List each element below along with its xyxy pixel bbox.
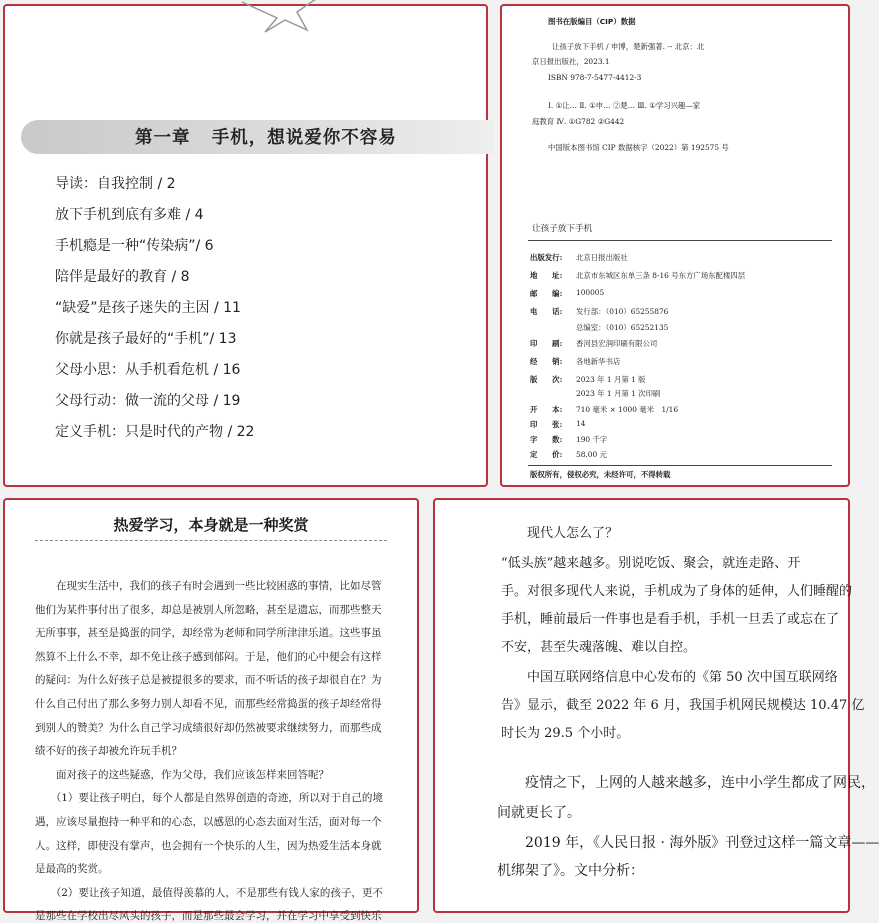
toc-item[interactable]: 你就是孩子最好的“手机”/ 13 (55, 331, 237, 347)
imprint-value: 190 千字 (576, 435, 608, 444)
text-line: 无所事事，甚至是捣蛋的同学，却经常为老师和同学所津津乐道。这些事虽 (35, 627, 382, 640)
text-line: 的疑问：为什么好孩子总是被提很多的要求，而不听话的孩子却很自在？为 (35, 674, 382, 687)
text-line: “低头族”越来越多。别说吃饭、聚会，就连走路、开 (501, 556, 801, 571)
text-line: 告》显示，截至 2022 年 6 月，我国手机网民规模达 10.47 亿 (501, 698, 865, 713)
toc-item[interactable]: 父母小思：从手机看危机 / 16 (55, 362, 241, 378)
text-line: 手机，睡前最后一件事也是看手机，手机一旦丢了或忘在了 (501, 612, 840, 627)
toc-item[interactable]: 手机瘾是一种“传染病”/ 6 (55, 238, 214, 254)
imprint-label: 定 价: (530, 450, 563, 459)
imprint-label: 版 次: (530, 375, 563, 384)
copyright-page-panel (500, 4, 850, 487)
cip-line: 京日报出版社，2023.1 (532, 57, 610, 66)
imprint-label: 印 张: (530, 420, 563, 429)
imprint-label: 经 销: (530, 357, 563, 366)
dashed-divider (35, 540, 387, 541)
imprint-value: 710 毫米 × 1000 毫米 1/16 (576, 405, 679, 414)
toc-item[interactable]: 父母行动：做一流的父母 / 19 (55, 393, 241, 409)
toc-item[interactable]: 定义手机：只是时代的产物 / 22 (55, 424, 255, 440)
section-title: 热爱学习，本身就是一种奖赏 (113, 516, 309, 534)
imprint-label: 地 址: (530, 271, 563, 280)
imprint-label: 字 数: (530, 435, 563, 444)
divider (528, 240, 832, 241)
imprint-value: 14 (576, 419, 586, 428)
text-line: 间就更长了。 (497, 805, 581, 821)
toc-item[interactable]: 陪伴是最好的教育 / 8 (55, 269, 190, 285)
body-page-panel (433, 498, 879, 913)
text-line: 机绑架了》。文中分析： (497, 863, 644, 879)
toc-item[interactable]: “缺爱”是孩子迷失的主因 / 11 (55, 300, 241, 316)
star-decoration-icon (237, 0, 327, 36)
rights-notice: 版权所有，侵权必究，未经许可，不得转载 (530, 470, 671, 479)
imprint-value: 2023 年 1 月第 1 版 (576, 375, 646, 384)
text-line: 手。对很多现代人来说，手机成为了身体的延伸，人们睡醒的 (501, 584, 853, 599)
imprint-label: 开 本: (530, 405, 563, 414)
intro-page-panel (3, 498, 419, 923)
toc-page-panel (3, 4, 488, 487)
imprint-value: 发行部：（010）65255876 (576, 307, 669, 316)
text-line: 面对孩子的这些疑惑，作为父母，我们应该怎样来回答呢？ (35, 768, 329, 781)
cip-line: Ⅰ. ①让… Ⅱ. ①申… ②楚… Ⅲ. ①学习兴趣—家 (548, 101, 701, 110)
imprint-value: 香河县宏润印刷有限公司 (576, 339, 658, 348)
text-line: 遇，应该尽量抱持一种平和的心态，以感恩的心态去面对生活，面对每一个 (35, 816, 382, 828)
text-line: 2019 年，《人民日报 · 海外版》刊登过这样一篇文章—— (497, 835, 879, 851)
toc-item[interactable]: 导读：自我控制 / 2 (55, 176, 176, 192)
imprint-label: 印 刷: (530, 339, 563, 348)
cip-line: 让孩子放下手机 / 申博，楚新强著. -- 北京：北 (552, 42, 705, 51)
imprint-value: 2023 年 1 月第 1 次印刷 (576, 389, 661, 398)
text-line: 他们为某件事付出了很多，却总是被别人所忽略，甚至是遗忘，而那些整天 (35, 603, 382, 616)
imprint-label: 邮 编: (530, 289, 563, 298)
imprint-value: 100005 (576, 288, 605, 297)
imprint-value: 总编室：（010）65252135 (576, 323, 669, 332)
text-line: 在现实生活中，我们的孩子有时会遇到一些比较困惑的事情，比如尽管 (35, 580, 382, 592)
imprint-label: 出版发行: (530, 253, 563, 262)
text-line: 时长为 29.5 个小时。 (501, 726, 630, 741)
cip-heading: 图书在版编目（CIP）数据 (548, 17, 636, 26)
text-line: 然算不上什么不幸，却不免让孩子感到郁闷。于是，他们的心中便会有这样 (35, 650, 382, 663)
imprint-value: 各地新华书店 (576, 357, 621, 366)
text-line: 中国互联网络信息中心发布的《第 50 次中国互联网络 (501, 670, 838, 685)
imprint-label: 电 话: (530, 307, 563, 316)
text-line: 不安，甚至失魂落魄、难以自控。 (501, 640, 697, 655)
imprint-value: 北京市东城区东单三条 8-16 号东方广场东配楼四层 (576, 271, 746, 280)
cip-line: 庭教育 Ⅳ. ①G782 ②G442 (532, 117, 625, 126)
chapter-title: 第一章 手机，想说爱你不容易 (135, 128, 397, 148)
text-line: 是那些在学校出尽风头的孩子，而是那些最会学习，并在学习中享受到快乐 (35, 910, 382, 923)
text-line: （2）要让孩子知道，最值得羡慕的人，不是那些有钱人家的孩子，更不 (35, 886, 383, 899)
text-line: 人。这样，即使没有掌声，也会拥有一个快乐的人生，因为热爱生活本身就 (35, 839, 382, 852)
imprint-value: 58.00 元 (576, 450, 607, 459)
book-title: 让孩子放下手机 (532, 224, 593, 234)
cip-line: ISBN 978-7-5477-4412-3 (548, 73, 642, 82)
text-line: 现代人怎么了？ (527, 526, 619, 541)
text-line: 绩不好的孩子却被允许玩手机？ (35, 745, 182, 758)
text-line: 到别人的赞美？为什么自己学习成绩很好却仍然被要求继续努力，而那些成 (35, 721, 382, 734)
text-line: 什么自己付出了那么多努力别人却看不见，而那些经常捣蛋的孩子却经常得 (35, 698, 382, 710)
cip-line: 中国版本图书馆 CIP 数据核字（2022）第 192575 号 (548, 143, 729, 152)
imprint-value: 北京日报出版社 (576, 253, 628, 262)
toc-item[interactable]: 放下手机到底有多难 / 4 (55, 207, 204, 223)
text-line: （1）要让孩子明白，每个人都是自然界创造的奇迹，所以对于自己的境 (35, 792, 383, 805)
divider (528, 465, 832, 466)
text-line: 是最高的奖赏。 (35, 863, 109, 876)
text-line: 疫情之下，上网的人越来越多，连中小学生都成了网民， (497, 775, 875, 791)
